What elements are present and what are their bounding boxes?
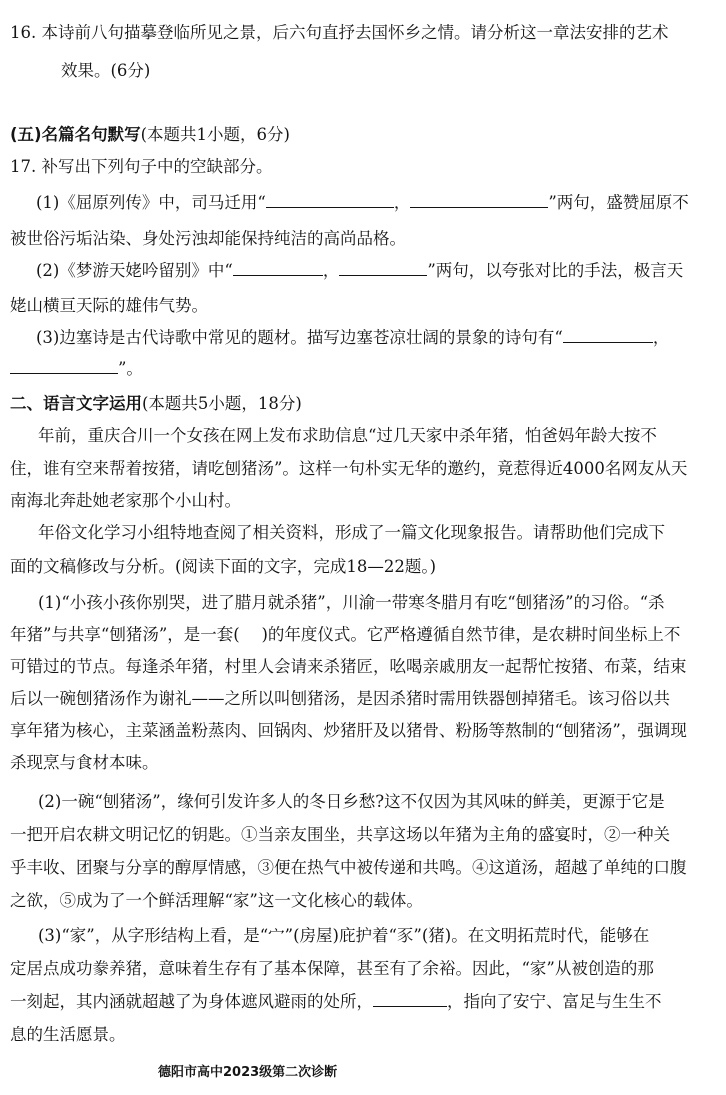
q17-item-3-line-2 bbox=[10, 358, 143, 380]
section-5-heading bbox=[10, 124, 290, 146]
q17-item-2 bbox=[36, 260, 683, 282]
q17-prompt: 17. 补写出下列句子中的空缺部分。 bbox=[10, 157, 273, 176]
answer-blank-3[interactable] bbox=[233, 261, 323, 276]
q17-item-3-end: ”。 bbox=[118, 359, 143, 378]
passage-s2-line-3: 乎丰收、团聚与分享的醇厚情感，③便在热气中被传递和共鸣。④这道汤，超越了单纯的口腹 bbox=[10, 858, 687, 877]
passage-s3-line-4: 息的生活愿景。 bbox=[10, 1025, 126, 1044]
q17-item-2-line-2: 姥山横亘天际的雄伟气势。 bbox=[10, 296, 208, 315]
q17-item-1-text: (1)《屈原列传》中，司马迁用“ bbox=[36, 193, 266, 212]
intro-p2-line-1: 年俗文化学习小组特地查阅了相关资料，形成了一篇文化现象报告。请帮助他们完成下 bbox=[38, 523, 665, 542]
q17-item-1 bbox=[36, 192, 689, 214]
q17-item-2-text: (2)《梦游天姥吟留别》中“ bbox=[36, 261, 233, 280]
passage-s3-line-3-text: 一刻起，其内涵就超越了为身体遮风避雨的处所， bbox=[10, 992, 373, 1011]
intro-p1-line-3: 南海北奔赴她老家那个小山村。 bbox=[10, 491, 241, 510]
section-2-meta: (本题共5小题，18分) bbox=[142, 394, 302, 413]
q17-item-2-sep: ， bbox=[322, 261, 340, 280]
passage-s1-line-1: (1)“小孩小孩你别哭，进了腊月就杀猪”，川渝一带寒冬腊月有吃“刨猪汤”的习俗。“杀 bbox=[38, 593, 665, 612]
passage-s2-line-2: 一把开启农耕文明记忆的钥匙。①当亲友围坐，共享这场以年猪为主角的盛宴时，②一种关 bbox=[10, 825, 670, 844]
q17-item-3-sep: ， bbox=[652, 328, 670, 347]
passage-s1-line-4: 后以一碗刨猪汤作为谢礼——之所以叫刨猪汤，是因杀猪时需用铁器刨掉猪毛。该习俗以共 bbox=[10, 689, 670, 708]
passage-s1-line-2: 年猪”与共享“刨猪汤”，是一套( )的年度仪式。它严格遵循自然节律，是农耕时间坐标上不 bbox=[10, 625, 681, 644]
q17-item-1-line-2: 被世俗污垢沾染、身处污浊却能保持纯洁的高尚品格。 bbox=[10, 229, 406, 248]
passage-s3-line-2: 定居点成功豢养猪，意味着生存有了基本保障，甚至有了余裕。因此，“家”从被创造的那 bbox=[10, 959, 654, 978]
section-2-heading bbox=[10, 393, 302, 415]
section-2-title: 二、语言文字运用 bbox=[10, 394, 142, 413]
passage-s3-line-3 bbox=[10, 991, 662, 1013]
page-footer: 德阳市高中2023级第二次诊断 bbox=[158, 1065, 338, 1080]
passage-s3-line-1: (3)“家”，从字形结构上看，是“宀”(房屋)庇护着“豕”(猪)。在文明拓荒时代，能够在 bbox=[38, 926, 650, 945]
intro-p1-line-1: 年前，重庆合川一个女孩在网上发布求助信息“过几天家中杀年猪，怕爸妈年龄大按不 bbox=[38, 426, 657, 445]
passage-s2-line-4: 之欲，⑤成为了一个鲜活理解“家”这一文化核心的载体。 bbox=[10, 891, 423, 910]
answer-blank-6[interactable] bbox=[10, 359, 118, 374]
passage-s1-line-5: 享年猪为核心，主菜涵盖粉蒸肉、回锅肉、炒猪肝及以猪骨、粉肠等熬制的“刨猪汤”，强调现 bbox=[10, 721, 687, 740]
q17-item-2-text-end: ”两句，以夸张对比的手法，极言天 bbox=[427, 261, 684, 280]
section-5-title: (五)名篇名句默写 bbox=[10, 125, 141, 144]
passage-s2-line-1: (2)一碗“刨猪汤”，缘何引发许多人的冬日乡愁?这不仅因为其风味的鲜美，更源于它是 bbox=[38, 792, 665, 811]
q17-item-3 bbox=[36, 327, 669, 349]
passage-s1-line-6: 杀现烹与食材本味。 bbox=[10, 753, 159, 772]
answer-blank-2[interactable] bbox=[410, 193, 548, 208]
answer-blank-7[interactable] bbox=[373, 992, 447, 1007]
passage-s1-line-3: 可错过的节点。每逢杀年猪，村里人会请来杀猪匠，吆喝亲戚朋友一起帮忙按猪、布菜，结束 bbox=[10, 657, 687, 676]
answer-blank-5[interactable] bbox=[563, 328, 653, 343]
passage-s3-line-3-text-end: ，指向了安宁、富足与生生不 bbox=[447, 992, 662, 1011]
q17-item-1-text-end: ”两句，盛赞屈原不 bbox=[548, 193, 689, 212]
section-5-meta: (本题共1小题，6分) bbox=[140, 125, 290, 144]
intro-p1-line-2: 住，谁有空来帮着按猪，请吃刨猪汤”。这样一句朴实无华的邀约，竟惹得近4000名网友从天 bbox=[10, 459, 688, 478]
q17-item-1-sep: ， bbox=[393, 193, 411, 212]
q16-line-1: 16. 本诗前八句描摹登临所见之景，后六句直抒去国怀乡之情。请分析这一章法安排的艺术 bbox=[10, 23, 669, 42]
answer-blank-4[interactable] bbox=[339, 261, 427, 276]
q16-line-2: 效果。(6分) bbox=[61, 61, 151, 80]
answer-blank-1[interactable] bbox=[266, 193, 394, 208]
q17-item-3-text: (3)边塞诗是古代诗歌中常见的题材。描写边塞苍凉壮阔的景象的诗句有“ bbox=[36, 328, 563, 347]
intro-p2-line-2: 面的文稿修改与分析。(阅读下面的文字，完成18—22题。) bbox=[10, 557, 437, 576]
